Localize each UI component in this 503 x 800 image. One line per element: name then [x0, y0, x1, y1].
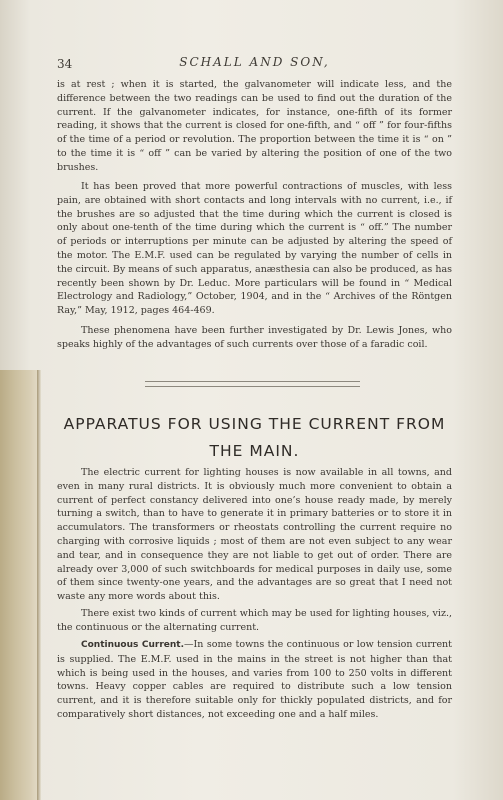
page-number: 34 [57, 57, 73, 71]
paragraph-lighting-current [57, 466, 452, 604]
run-in-heading: Continuous Current. [81, 640, 185, 650]
page-header [57, 55, 452, 73]
paragraph-body: —In some towns the continuous or low tension current is supplied. The E.M.F. used in the mains in the street is not higher than that which is being used in the houses, and varies from 100 to 250 volts in different towns. Heavy copper cables are required to distribute such a low tension current, and it is therefore suitable only for thickly populated districts, and for comparatively short distances, not exceeding one and a half miles. [57, 639, 452, 720]
page-fold-shadow [37, 370, 41, 800]
paragraph-text: These phenomena have been further investigated by Dr. Lewis Jones, who speaks highly of the advantages of such currents over those of a faradic coil. [57, 325, 452, 350]
paragraph-continuous-current [57, 638, 452, 722]
book-spine-edge [0, 370, 38, 800]
paragraph-text: is at rest ; when it is started, the galvanometer will indicate less, and the difference between the two readings can be used to find out the duration of the current. If the galvanometer indicates, for instance, one-fifth of its former reading, it shows that the current is closed for one-fifth, and “ off ” for four-fifths of the time of a period or revolution. The proportion between the time it is “ on ” to the time it is “ off ” can be varied by altering the position of one of the two brushes. [57, 79, 452, 173]
paragraph-continuation [57, 78, 452, 175]
paragraph-two-kinds [57, 607, 452, 635]
section-divider [145, 381, 360, 387]
paragraph-lewis-jones [57, 324, 452, 352]
running-head: SCHALL AND SON, [179, 55, 330, 69]
section-heading: APPARATUS FOR USING THE CURRENT FROM THE MAIN. [63, 415, 446, 460]
paragraph-contractions [57, 180, 452, 318]
paragraph-text: The electric current for lighting houses is now available in all towns, and even in many rural districts. It is obviously much more convenient to obtain a current of perfect constancy delivered into one’s house ready made, by merely turning a switch, than to have to generate it in primary batteries or to store it in accumulators. The transformers or rheostats controlling the current require no charging with corrosive liquids ; most of them are not even subject to any wear and tear, and in consequence they are not liable to get out of order. There are already over 3,000 of such switchboards for medical purposes in daily use, some of them since twenty-one years, and the advantages are so great that I need not waste any more words about this. [57, 467, 452, 603]
paragraph-text [57, 638, 452, 722]
paragraph-text: There exist two kinds of current which may be used for lighting houses, viz., the continuous or the alternating current. [57, 608, 452, 633]
paragraph-text: It has been proved that more powerful contractions of muscles, with less pain, are obtained with short contacts and long intervals with no current, i.e., if the brushes are so adjusted that the time during which the current is closed is only about one-tenth of the time during which the current is “ off.” The number of periods or interruptions per minute can be adjusted by altering the speed of the motor. The E.M.F. used can be regulated by varying the number of cells in the circuit. By means of such apparatus, anæsthesia can also be produced, as has recently been shown by Dr. Leduc. More particulars will be found in “ Medical Electrology and Radiology,” October, 1904, and in the “ Archives of the Röntgen Ray,” May, 1912, pages 464-469. [57, 181, 452, 317]
